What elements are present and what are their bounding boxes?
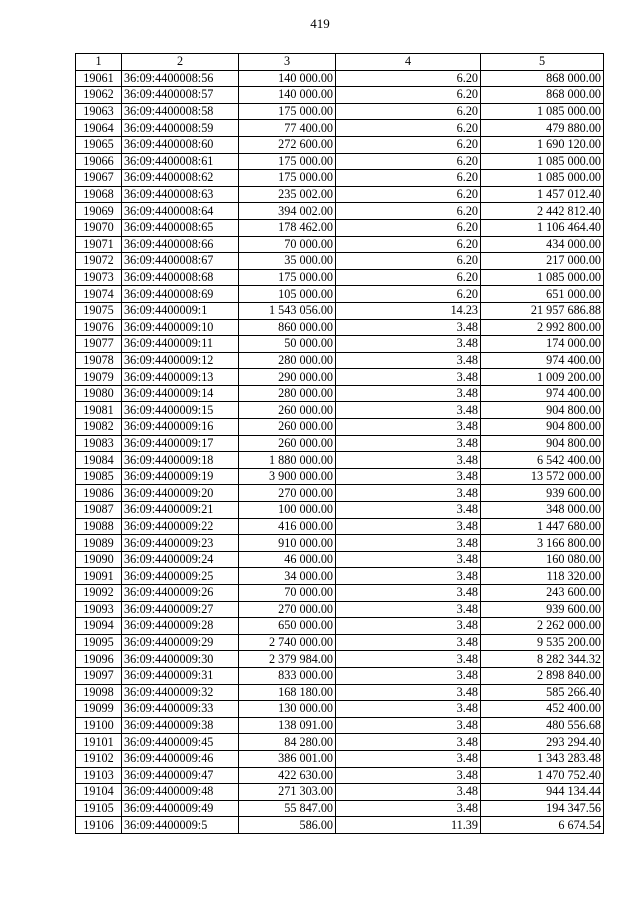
amount-cell: 2 442 812.40 [481,203,604,220]
cadastral-number-cell: 36:09:4400008:65 [122,219,239,236]
table-row [76,800,604,817]
cadastral-number-cell: 36:09:4400008:66 [122,236,239,253]
value-cell: 138 091.00 [239,717,336,734]
amount-cell: 904 800.00 [481,435,604,452]
value-cell: 46 000.00 [239,551,336,568]
amount-cell: 293 294.40 [481,734,604,751]
rate-cell: 6.20 [336,236,481,253]
row-number-cell: 19064 [76,120,122,137]
table-row [76,734,604,751]
rate-cell: 6.20 [336,87,481,104]
table-row [76,750,604,767]
rate-cell: 3.48 [336,502,481,519]
cadastral-number-cell: 36:09:4400009:10 [122,319,239,336]
amount-cell: 585 266.40 [481,684,604,701]
cadastral-number-cell: 36:09:4400009:1 [122,302,239,319]
amount-cell: 1 690 120.00 [481,136,604,153]
cadastral-number-cell: 36:09:4400009:11 [122,336,239,353]
rate-cell: 3.48 [336,634,481,651]
amount-cell: 479 880.00 [481,120,604,137]
rate-cell: 3.48 [336,485,481,502]
rate-cell: 3.48 [336,385,481,402]
amount-cell: 1 447 680.00 [481,518,604,535]
rate-cell: 3.48 [336,402,481,419]
cadastral-number-cell: 36:09:4400008:58 [122,103,239,120]
amount-cell: 1 470 752.40 [481,767,604,784]
amount-cell: 8 282 344.32 [481,651,604,668]
amount-cell: 1 106 464.40 [481,219,604,236]
cadastral-number-cell: 36:09:4400008:68 [122,269,239,286]
row-number-cell: 19070 [76,219,122,236]
cadastral-number-cell: 36:09:4400009:14 [122,385,239,402]
cadastral-number-cell: 36:09:4400009:22 [122,518,239,535]
row-number-cell: 19095 [76,634,122,651]
value-cell: 860 000.00 [239,319,336,336]
rate-cell: 3.48 [336,535,481,552]
page-number: 419 [310,16,330,31]
value-cell: 1 880 000.00 [239,452,336,469]
cadastral-number-cell: 36:09:4400009:27 [122,601,239,618]
value-cell: 910 000.00 [239,535,336,552]
table-row [76,485,604,502]
row-number-cell: 19093 [76,601,122,618]
amount-cell: 651 000.00 [481,286,604,303]
cadastral-number-cell: 36:09:4400009:24 [122,551,239,568]
cadastral-number-cell: 36:09:4400009:48 [122,784,239,801]
row-number-cell: 19100 [76,717,122,734]
row-number-cell: 19101 [76,734,122,751]
cadastral-number-cell: 36:09:4400009:17 [122,435,239,452]
table-row [76,535,604,552]
value-cell: 260 000.00 [239,435,336,452]
table-row [76,784,604,801]
amount-cell: 452 400.00 [481,701,604,718]
value-cell: 586.00 [239,817,336,834]
value-cell: 34 000.00 [239,568,336,585]
table-row [76,120,604,137]
cadastral-number-cell: 36:09:4400008:64 [122,203,239,220]
value-cell: 105 000.00 [239,286,336,303]
table-row [76,701,604,718]
rate-cell: 3.48 [336,568,481,585]
table-row [76,170,604,187]
amount-cell: 1 009 200.00 [481,369,604,386]
row-number-cell: 19076 [76,319,122,336]
amount-cell: 1 343 283.48 [481,750,604,767]
rate-cell: 3.48 [336,369,481,386]
rate-cell: 3.48 [336,784,481,801]
amount-cell: 21 957 686.88 [481,302,604,319]
value-cell: 168 180.00 [239,684,336,701]
row-number-cell: 19092 [76,585,122,602]
amount-cell: 939 600.00 [481,485,604,502]
table-row [76,767,604,784]
rate-cell: 3.48 [336,750,481,767]
row-number-cell: 19102 [76,750,122,767]
cadastral-number-cell: 36:09:4400008:69 [122,286,239,303]
row-number-cell: 19071 [76,236,122,253]
value-cell: 833 000.00 [239,667,336,684]
table-row [76,419,604,436]
row-number-cell: 19069 [76,203,122,220]
cadastral-number-cell: 36:09:4400009:38 [122,717,239,734]
table-row [76,219,604,236]
table-row [76,70,604,87]
table-row [76,319,604,336]
amount-cell: 2 898 840.00 [481,667,604,684]
cadastral-number-cell: 36:09:4400009:31 [122,667,239,684]
rate-cell: 3.48 [336,435,481,452]
cadastral-number-cell: 36:09:4400008:56 [122,70,239,87]
value-cell: 84 280.00 [239,734,336,751]
table-row [76,253,604,270]
rate-cell: 3.48 [336,585,481,602]
rate-cell: 6.20 [336,203,481,220]
rate-cell: 3.48 [336,618,481,635]
row-number-cell: 19074 [76,286,122,303]
row-number-cell: 19065 [76,136,122,153]
column-header: 1 [76,54,122,71]
rate-cell: 3.48 [336,767,481,784]
amount-cell: 868 000.00 [481,87,604,104]
rate-cell: 3.48 [336,601,481,618]
row-number-cell: 19072 [76,253,122,270]
value-cell: 650 000.00 [239,618,336,635]
row-number-cell: 19090 [76,551,122,568]
row-number-cell: 19091 [76,568,122,585]
table-row [76,87,604,104]
value-cell: 2 379 984.00 [239,651,336,668]
cadastral-number-cell: 36:09:4400009:29 [122,634,239,651]
amount-cell: 6 542 400.00 [481,452,604,469]
table-row [76,103,604,120]
cadastral-number-cell: 36:09:4400008:61 [122,153,239,170]
cadastral-number-cell: 36:09:4400008:60 [122,136,239,153]
value-cell: 270 000.00 [239,485,336,502]
cadastral-number-cell: 36:09:4400009:47 [122,767,239,784]
value-cell: 140 000.00 [239,70,336,87]
value-cell: 3 900 000.00 [239,468,336,485]
table-row [76,634,604,651]
value-cell: 175 000.00 [239,103,336,120]
value-cell: 235 002.00 [239,186,336,203]
row-number-cell: 19082 [76,419,122,436]
table-row [76,336,604,353]
table-row [76,618,604,635]
amount-cell: 2 992 800.00 [481,319,604,336]
cadastral-number-cell: 36:09:4400009:46 [122,750,239,767]
cadastral-number-cell: 36:09:4400008:62 [122,170,239,187]
cadastral-number-cell: 36:09:4400009:20 [122,485,239,502]
amount-cell: 118 320.00 [481,568,604,585]
value-cell: 100 000.00 [239,502,336,519]
row-number-cell: 19085 [76,468,122,485]
amount-cell: 939 600.00 [481,601,604,618]
table-row [76,302,604,319]
rate-cell: 6.20 [336,186,481,203]
amount-cell: 174 000.00 [481,336,604,353]
rate-cell: 3.48 [336,551,481,568]
rate-cell: 6.20 [336,103,481,120]
row-number-cell: 19066 [76,153,122,170]
row-number-cell: 19104 [76,784,122,801]
rate-cell: 6.20 [336,136,481,153]
value-cell: 260 000.00 [239,419,336,436]
row-number-cell: 19088 [76,518,122,535]
rate-cell: 6.20 [336,70,481,87]
rate-cell: 3.48 [336,419,481,436]
table-row [76,601,604,618]
value-cell: 175 000.00 [239,170,336,187]
row-number-cell: 19078 [76,352,122,369]
value-cell: 175 000.00 [239,153,336,170]
data-table [75,53,604,834]
amount-cell: 1 085 000.00 [481,269,604,286]
cadastral-number-cell: 36:09:4400009:32 [122,684,239,701]
amount-cell: 904 800.00 [481,402,604,419]
amount-cell: 160 080.00 [481,551,604,568]
table-row [76,269,604,286]
column-header: 3 [239,54,336,71]
rate-cell: 6.20 [336,120,481,137]
amount-cell: 194 347.56 [481,800,604,817]
value-cell: 280 000.00 [239,385,336,402]
cadastral-number-cell: 36:09:4400009:49 [122,800,239,817]
value-cell: 416 000.00 [239,518,336,535]
table-row [76,385,604,402]
cadastral-number-cell: 36:09:4400009:12 [122,352,239,369]
value-cell: 1 543 056.00 [239,302,336,319]
cadastral-number-cell: 36:09:4400009:33 [122,701,239,718]
cadastral-number-cell: 36:09:4400009:16 [122,419,239,436]
row-number-cell: 19089 [76,535,122,552]
cadastral-number-cell: 36:09:4400009:5 [122,817,239,834]
row-number-cell: 19068 [76,186,122,203]
table-row [76,817,604,834]
table-row [76,435,604,452]
rate-cell: 6.20 [336,286,481,303]
cadastral-number-cell: 36:09:4400008:59 [122,120,239,137]
value-cell: 130 000.00 [239,701,336,718]
amount-cell: 6 674.54 [481,817,604,834]
cadastral-number-cell: 36:09:4400009:45 [122,734,239,751]
table-row [76,136,604,153]
table-body [76,54,604,834]
row-number-cell: 19098 [76,684,122,701]
table-row [76,452,604,469]
row-number-cell: 19094 [76,618,122,635]
value-cell: 50 000.00 [239,336,336,353]
row-number-cell: 19084 [76,452,122,469]
row-number-cell: 19077 [76,336,122,353]
amount-cell: 1 457 012.40 [481,186,604,203]
row-number-cell: 19061 [76,70,122,87]
rate-cell: 3.48 [336,468,481,485]
row-number-cell: 19080 [76,385,122,402]
amount-cell: 13 572 000.00 [481,468,604,485]
table-row [76,651,604,668]
rate-cell: 3.48 [336,319,481,336]
amount-cell: 243 600.00 [481,585,604,602]
cadastral-number-cell: 36:09:4400009:15 [122,402,239,419]
value-cell: 55 847.00 [239,800,336,817]
table-row [76,402,604,419]
value-cell: 178 462.00 [239,219,336,236]
amount-cell: 1 085 000.00 [481,103,604,120]
row-number-cell: 19067 [76,170,122,187]
cadastral-number-cell: 36:09:4400008:63 [122,186,239,203]
value-cell: 2 740 000.00 [239,634,336,651]
amount-cell: 217 000.00 [481,253,604,270]
row-number-cell: 19086 [76,485,122,502]
cadastral-number-cell: 36:09:4400009:18 [122,452,239,469]
rate-cell: 3.48 [336,717,481,734]
table-row [76,684,604,701]
value-cell: 270 000.00 [239,601,336,618]
rate-cell: 3.48 [336,518,481,535]
amount-cell: 3 166 800.00 [481,535,604,552]
row-number-cell: 19079 [76,369,122,386]
table-row [76,568,604,585]
amount-cell: 974 400.00 [481,352,604,369]
amount-cell: 2 262 000.00 [481,618,604,635]
amount-cell: 1 085 000.00 [481,153,604,170]
table-row [76,551,604,568]
rate-cell: 3.48 [336,800,481,817]
cadastral-number-cell: 36:09:4400009:25 [122,568,239,585]
amount-cell: 1 085 000.00 [481,170,604,187]
cadastral-number-cell: 36:09:4400009:30 [122,651,239,668]
cadastral-number-cell: 36:09:4400009:28 [122,618,239,635]
row-number-cell: 19075 [76,302,122,319]
rate-cell: 6.20 [336,253,481,270]
cadastral-number-cell: 36:09:4400009:19 [122,468,239,485]
table-row [76,717,604,734]
row-number-cell: 19106 [76,817,122,834]
rate-cell: 3.48 [336,667,481,684]
row-number-cell: 19105 [76,800,122,817]
row-number-cell: 19103 [76,767,122,784]
amount-cell: 974 400.00 [481,385,604,402]
row-number-cell: 19062 [76,87,122,104]
value-cell: 70 000.00 [239,236,336,253]
rate-cell: 6.20 [336,153,481,170]
rate-cell: 3.48 [336,452,481,469]
column-header: 2 [122,54,239,71]
rate-cell: 3.48 [336,352,481,369]
rate-cell: 14.23 [336,302,481,319]
table-row [76,352,604,369]
rate-cell: 6.20 [336,170,481,187]
amount-cell: 9 535 200.00 [481,634,604,651]
column-header: 5 [481,54,604,71]
cadastral-number-cell: 36:09:4400009:26 [122,585,239,602]
value-cell: 175 000.00 [239,269,336,286]
value-cell: 394 002.00 [239,203,336,220]
rate-cell: 3.48 [336,734,481,751]
value-cell: 386 001.00 [239,750,336,767]
rate-cell: 3.48 [336,336,481,353]
value-cell: 271 303.00 [239,784,336,801]
row-number-cell: 19099 [76,701,122,718]
row-number-cell: 19087 [76,502,122,519]
value-cell: 260 000.00 [239,402,336,419]
row-number-cell: 19097 [76,667,122,684]
amount-cell: 348 000.00 [481,502,604,519]
rate-cell: 3.48 [336,701,481,718]
value-cell: 77 400.00 [239,120,336,137]
value-cell: 280 000.00 [239,352,336,369]
table-row [76,203,604,220]
cadastral-number-cell: 36:09:4400008:67 [122,253,239,270]
value-cell: 422 630.00 [239,767,336,784]
value-cell: 35 000.00 [239,253,336,270]
row-number-cell: 19081 [76,402,122,419]
value-cell: 140 000.00 [239,87,336,104]
cadastral-number-cell: 36:09:4400009:13 [122,369,239,386]
rate-cell: 6.20 [336,219,481,236]
table-row [76,667,604,684]
row-number-cell: 19096 [76,651,122,668]
table-row [76,468,604,485]
table-row [76,186,604,203]
table-row [76,585,604,602]
table-row [76,236,604,253]
rate-cell: 3.48 [336,684,481,701]
amount-cell: 904 800.00 [481,419,604,436]
table-row [76,286,604,303]
value-cell: 70 000.00 [239,585,336,602]
cadastral-number-cell: 36:09:4400009:23 [122,535,239,552]
rate-cell: 3.48 [336,651,481,668]
rate-cell: 11.39 [336,817,481,834]
column-header: 4 [336,54,481,71]
table-header-row [76,54,604,71]
amount-cell: 868 000.00 [481,70,604,87]
value-cell: 272 600.00 [239,136,336,153]
value-cell: 290 000.00 [239,369,336,386]
amount-cell: 944 134.44 [481,784,604,801]
table-row [76,153,604,170]
cadastral-number-cell: 36:09:4400009:21 [122,502,239,519]
amount-cell: 480 556.68 [481,717,604,734]
table-row [76,518,604,535]
row-number-cell: 19063 [76,103,122,120]
row-number-cell: 19083 [76,435,122,452]
rate-cell: 6.20 [336,269,481,286]
cadastral-number-cell: 36:09:4400008:57 [122,87,239,104]
table-row [76,369,604,386]
table-row [76,502,604,519]
amount-cell: 434 000.00 [481,236,604,253]
row-number-cell: 19073 [76,269,122,286]
